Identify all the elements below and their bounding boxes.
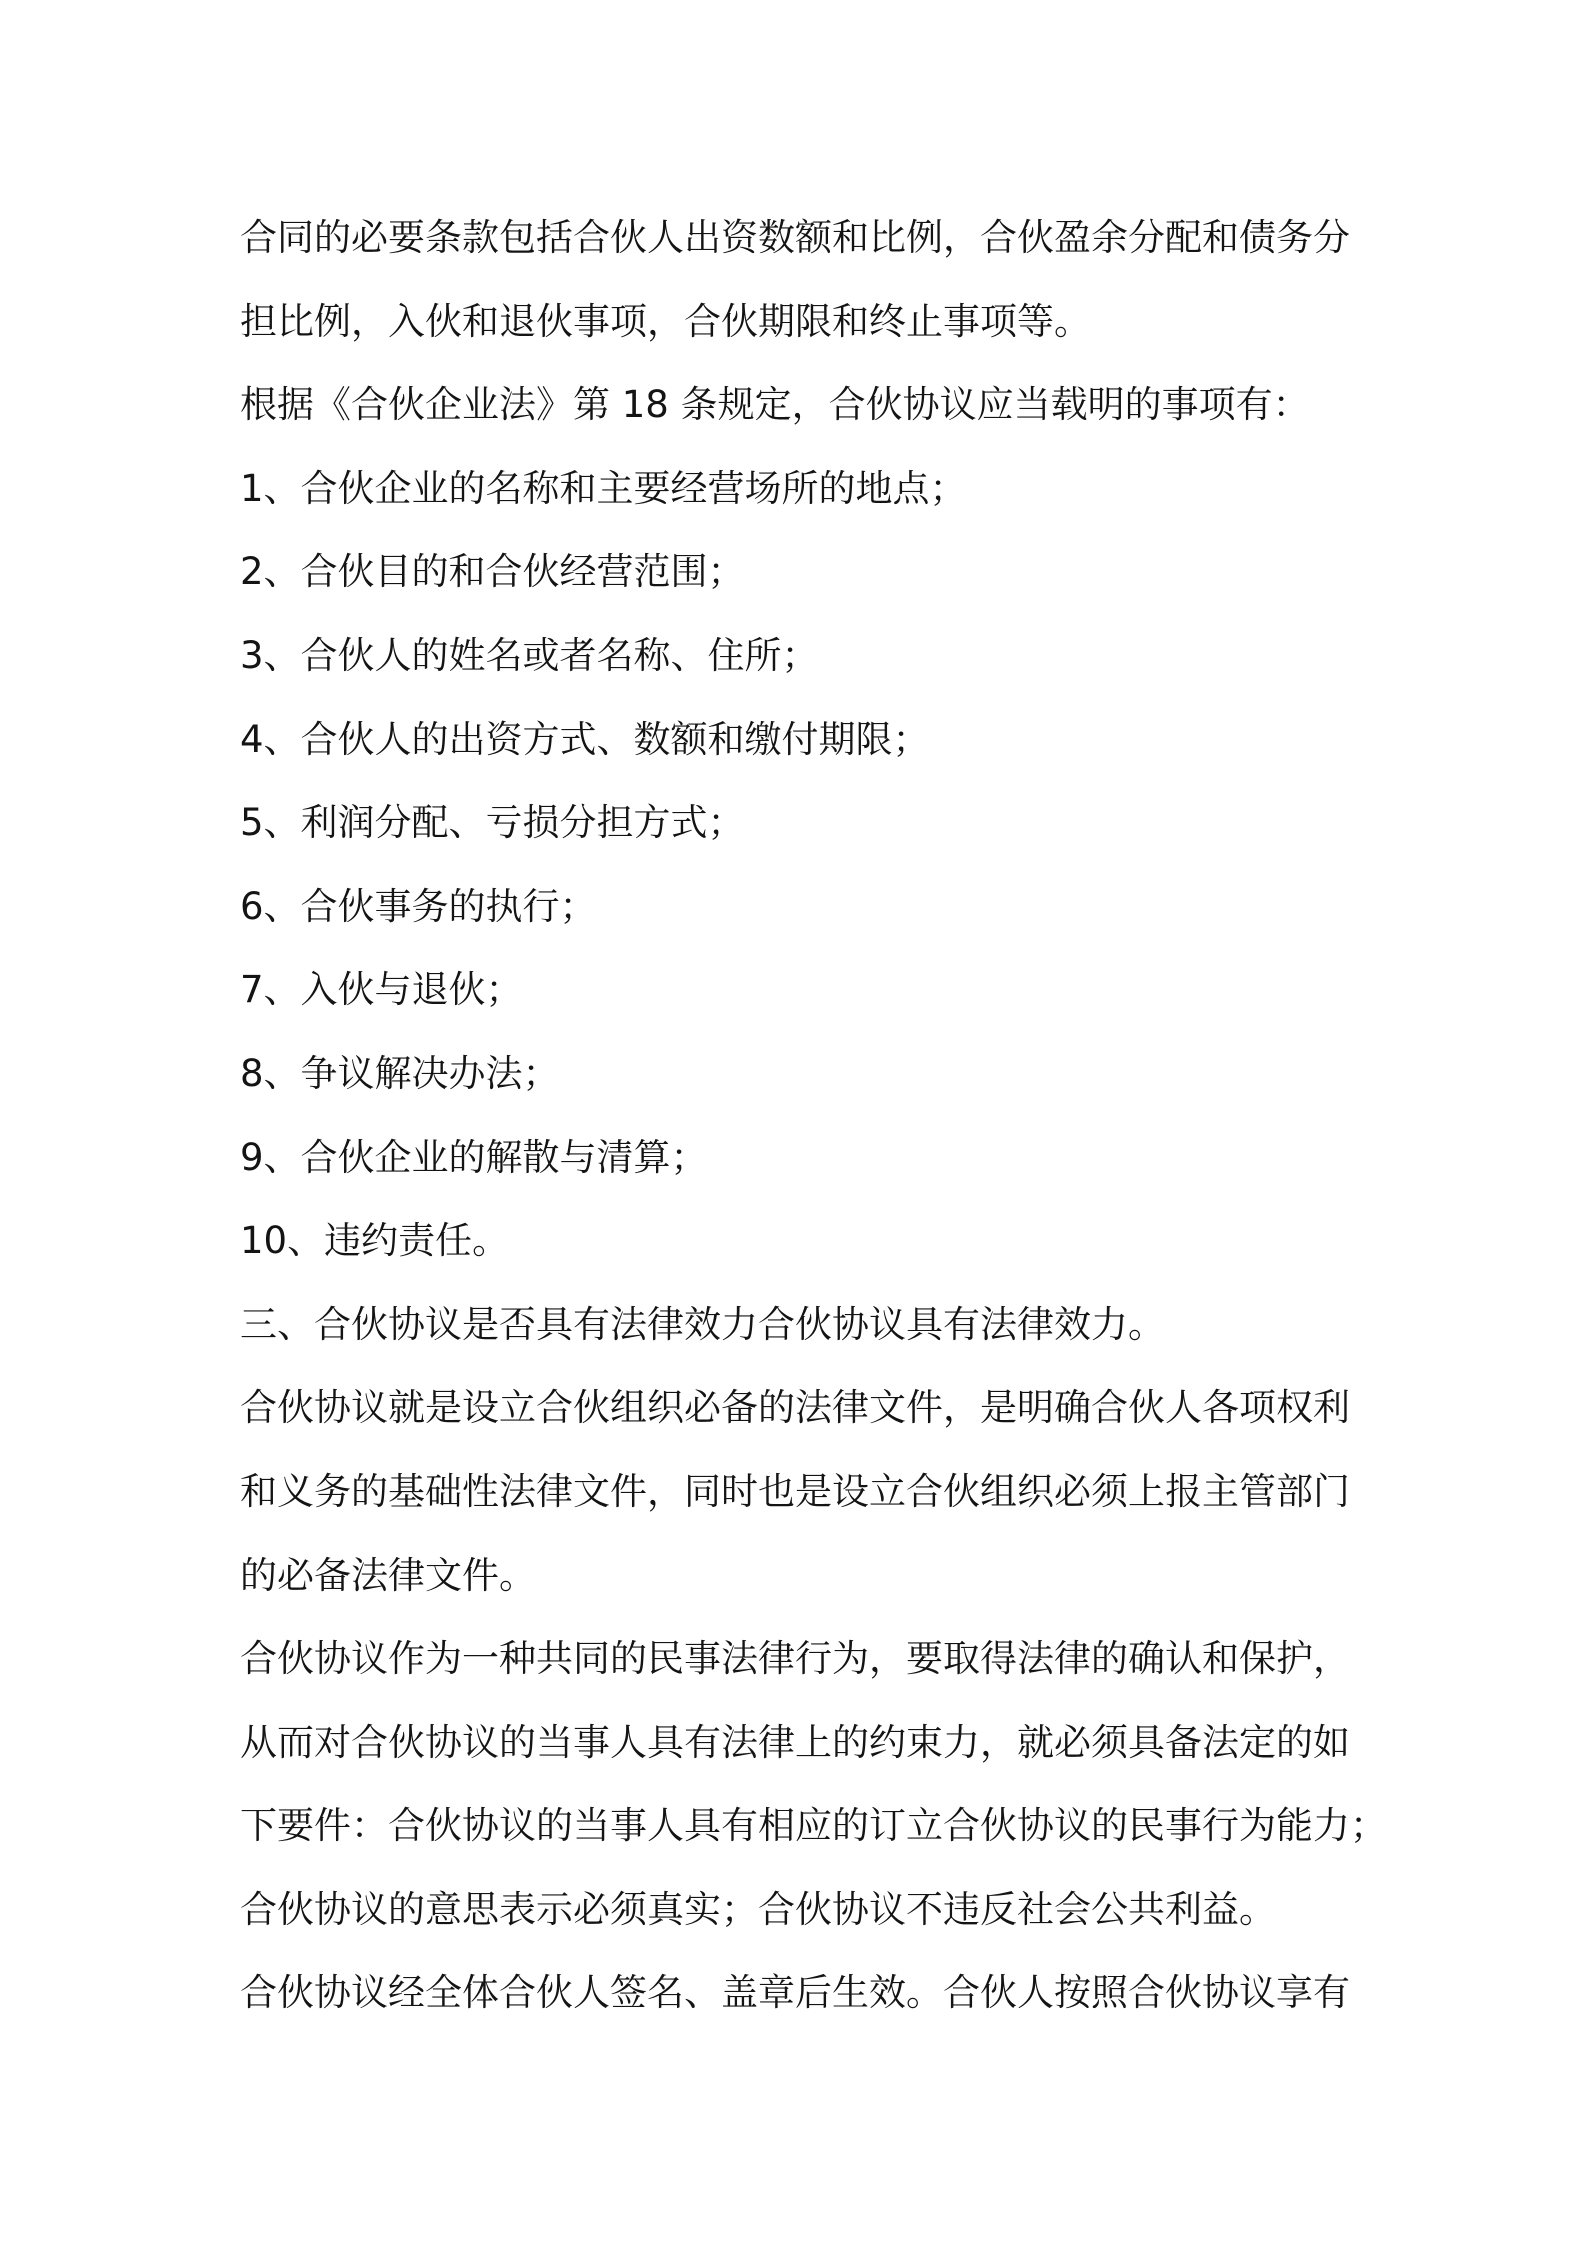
list-item: 8、争议解决办法； [240, 1051, 560, 1095]
list-item: 7、入伙与退伙； [240, 968, 523, 1012]
document-body [240, 196, 1387, 2035]
list-item: 1、合伙企业的名称和主要经营场所的地点； [240, 466, 967, 510]
list-item: 4、合伙人的出资方式、数额和缴付期限； [240, 717, 930, 761]
paragraph-line: 担比例，入伙和退伙事项，合伙期限和终止事项等。 [240, 299, 1091, 343]
paragraph-line: 的必备法律文件。 [240, 1553, 536, 1597]
paragraph-line: 合伙协议就是设立合伙组织必备的法律文件，是明确合伙人各项权利 [240, 1386, 1350, 1430]
paragraph-line: 合同的必要条款包括合伙人出资数额和比例，合伙盈余分配和债务分 [240, 216, 1350, 259]
list-item: 9、合伙企业的解散与清算； [240, 1135, 708, 1179]
paragraph-line: 和义务的基础性法律文件，同时也是设立合伙组织必须上报主管部门 [240, 1469, 1350, 1513]
paragraph-line: 根据《合伙企业法》第 18 条规定，合伙协议应当载明的事项有： [240, 383, 1310, 427]
paragraph-line: 下要件：合伙协议的当事人具有相应的订立合伙协议的民事行为能力； [240, 1804, 1387, 1848]
section-heading: 三、合伙协议是否具有法律效力合伙协议具有法律效力。 [240, 1302, 1165, 1346]
list-item: 10、违约责任。 [240, 1219, 510, 1263]
paragraph-line: 合伙协议的意思表示必须真实；合伙协议不违反社会公共利益。 [240, 1887, 1276, 1931]
list-item: 6、合伙事务的执行； [240, 884, 597, 928]
list-item: 2、合伙目的和合伙经营范围； [240, 550, 745, 594]
paragraph-line: 合伙协议作为一种共同的民事法律行为，要取得法律的确认和保护， [240, 1637, 1350, 1681]
paragraph-line: 从而对合伙协议的当事人具有法律上的约束力，就必须具备法定的如 [240, 1720, 1350, 1764]
list-item: 5、利润分配、亏损分担方式； [240, 801, 745, 845]
paragraph-line: 合伙协议经全体合伙人签名、盖章后生效。合伙人按照合伙协议享有 [240, 1971, 1350, 2015]
list-item: 3、合伙人的姓名或者名称、住所； [240, 633, 819, 677]
